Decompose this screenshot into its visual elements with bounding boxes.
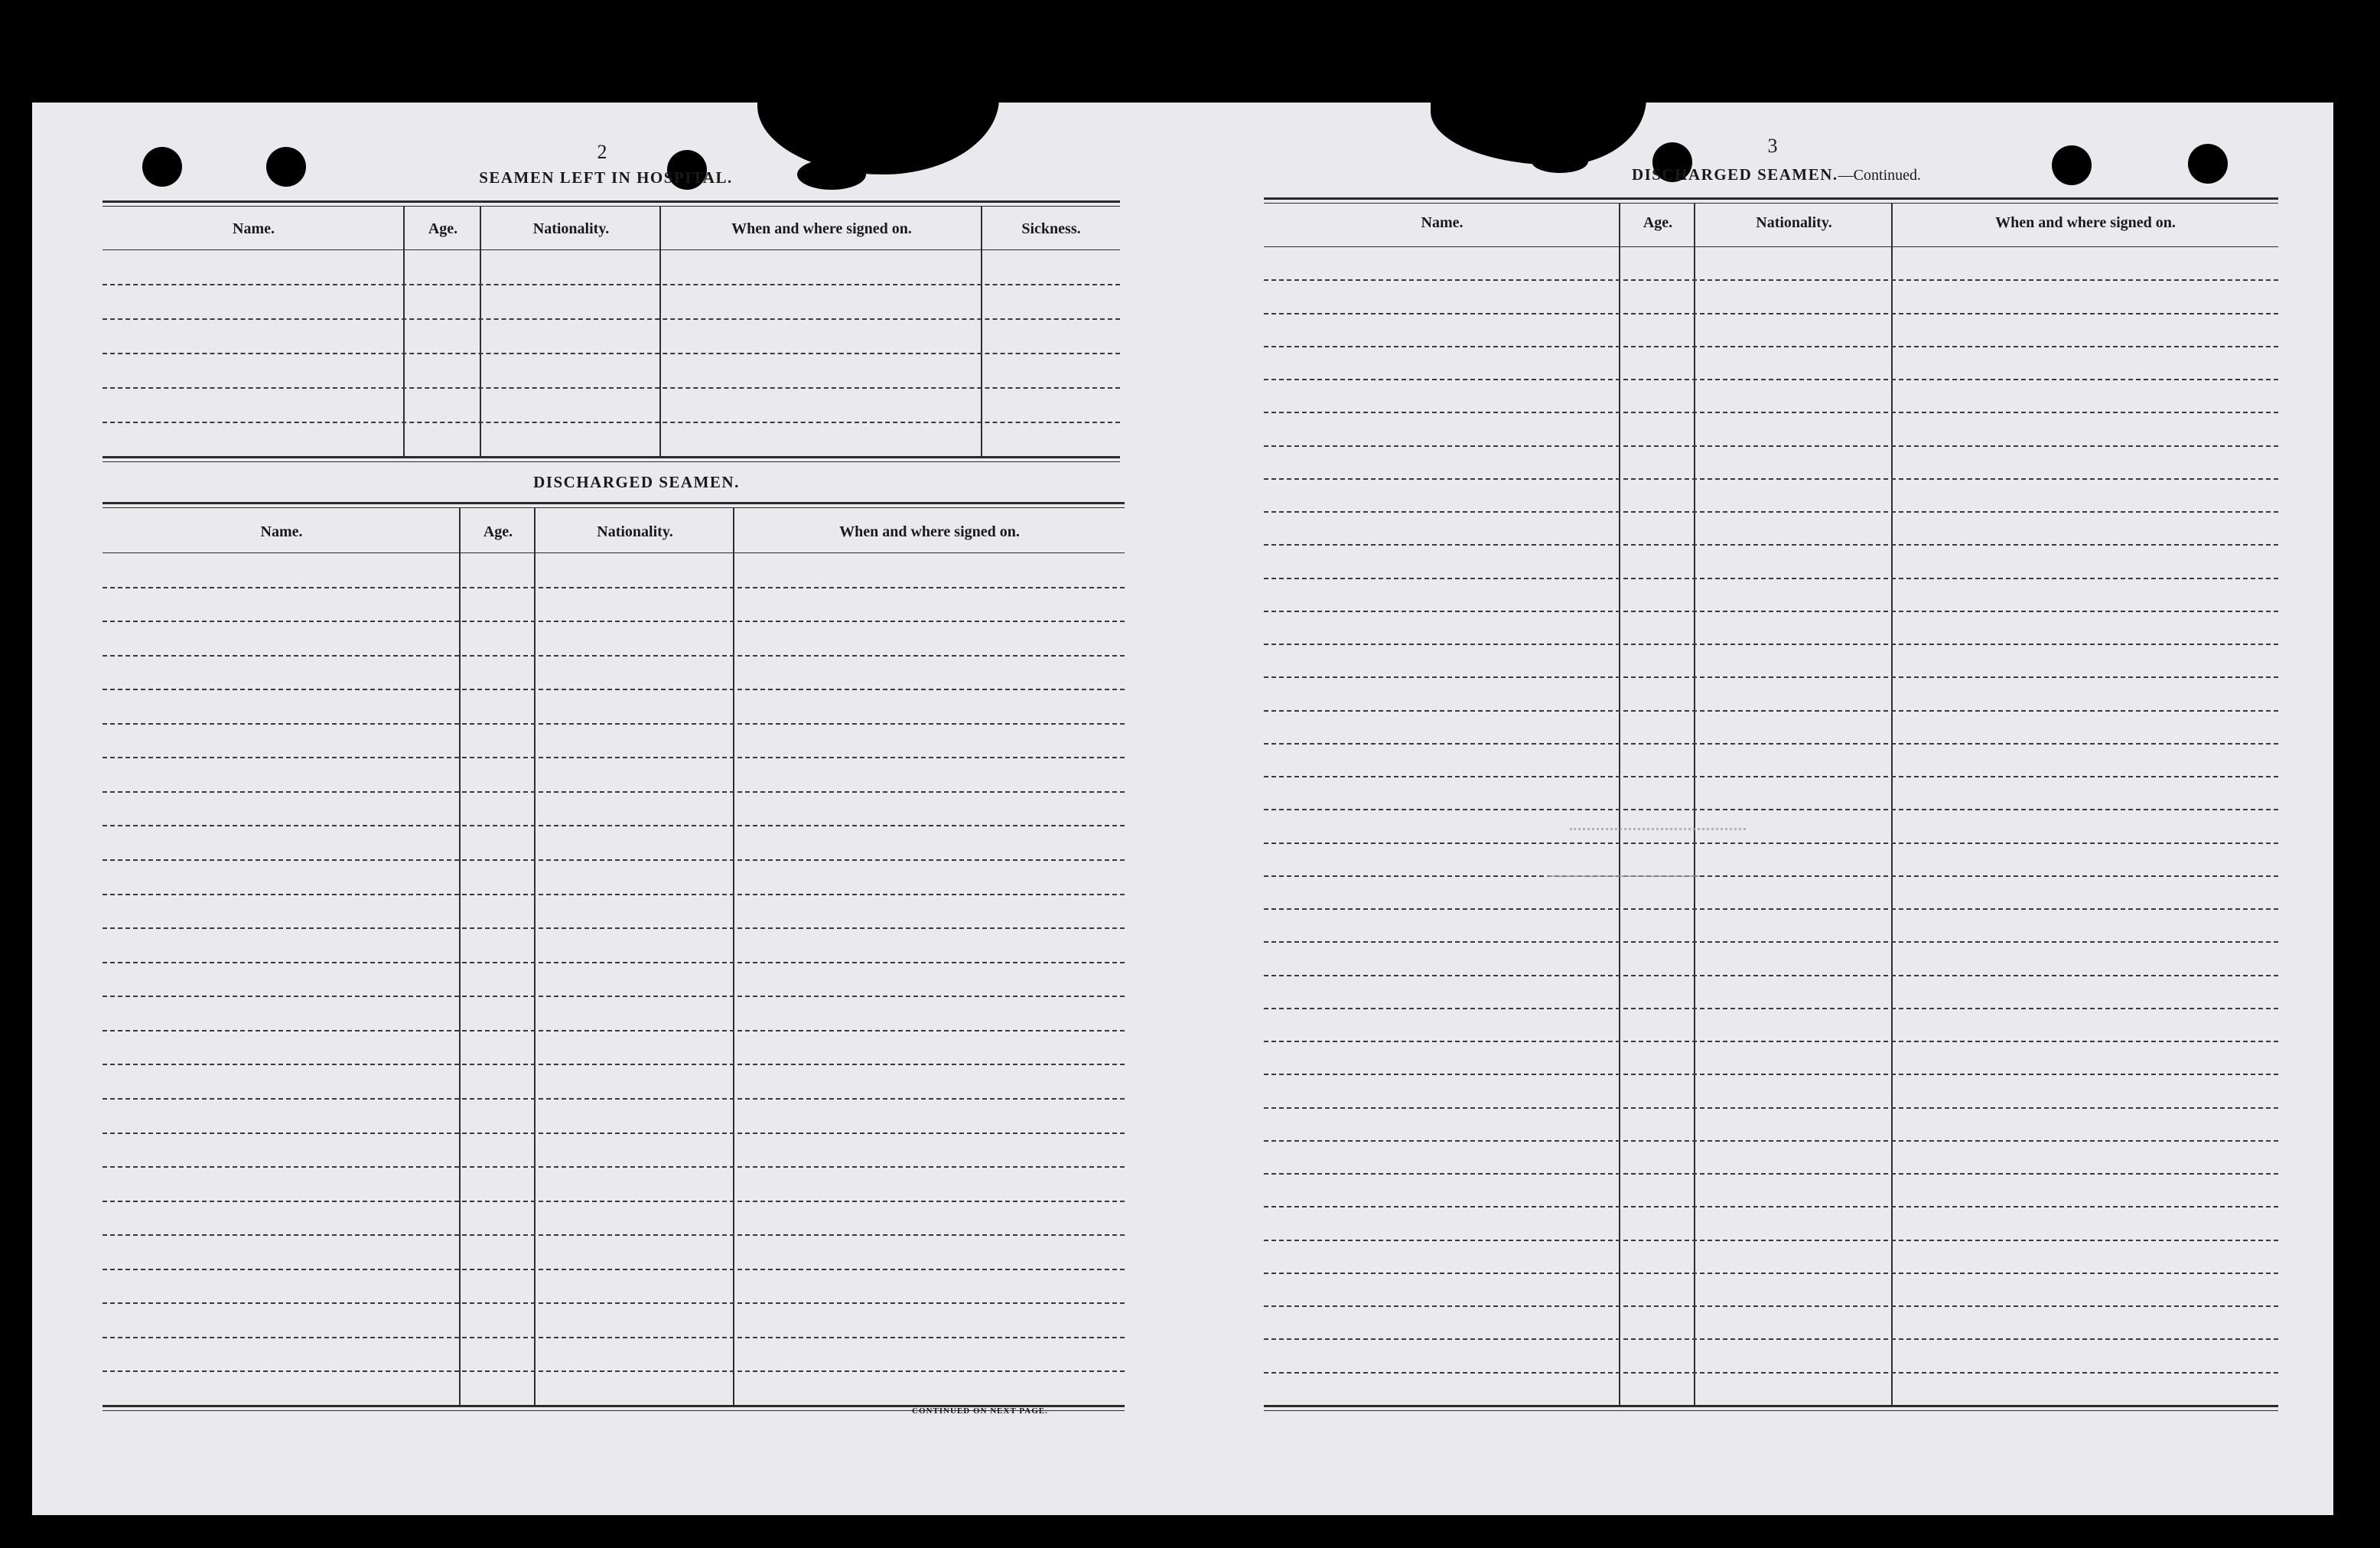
row-line	[103, 894, 1125, 895]
row-line	[103, 1234, 1125, 1236]
discharged-rows	[103, 552, 1125, 1405]
row-line	[1264, 644, 2278, 645]
ledger-paper	[32, 103, 2333, 1515]
faint-stamp-mark	[1570, 828, 1746, 830]
row-line	[103, 318, 1120, 320]
row-line	[103, 1337, 1125, 1338]
discharged-continued-title	[1585, 165, 1968, 184]
row-line	[103, 422, 1120, 423]
discharged-section-title: DISCHARGED SEAMEN.	[533, 473, 740, 491]
row-line	[1264, 1273, 2278, 1274]
row-line	[103, 996, 1125, 997]
title-suffix: —Continued.	[1838, 167, 1922, 184]
row-line	[103, 1166, 1125, 1168]
row-line	[103, 655, 1125, 657]
row-line	[1264, 1206, 2278, 1207]
row-line	[1264, 1107, 2278, 1109]
discharged-continued-rows	[1264, 246, 2278, 1405]
row-line	[1264, 908, 2278, 910]
col-head-signed-on: When and where signed on.	[731, 220, 912, 237]
left-page	[32, 103, 1164, 1515]
row-line	[1264, 743, 2278, 745]
row-line	[103, 621, 1125, 622]
row-line	[1264, 809, 2278, 810]
col-head-age: Age.	[428, 220, 458, 237]
row-line	[1264, 1338, 2278, 1340]
row-line	[103, 927, 1125, 929]
row-line	[1264, 842, 2278, 844]
row-line	[103, 1370, 1125, 1372]
row-line	[103, 1064, 1125, 1065]
row-line	[1264, 346, 2278, 347]
row-line	[103, 1030, 1125, 1031]
row-line	[103, 689, 1125, 690]
row-line	[103, 825, 1125, 826]
row-line	[1264, 1240, 2278, 1241]
table-bottom-rule	[103, 456, 1120, 458]
row-line	[1264, 544, 2278, 546]
table-bottom-rule	[1264, 1405, 2278, 1407]
col-head-nationality: Nationality.	[1756, 214, 1832, 231]
row-line	[1264, 975, 2278, 976]
right-page	[1226, 103, 2333, 1515]
row-line	[1264, 1305, 2278, 1307]
row-line	[1264, 676, 2278, 678]
row-line	[1264, 941, 2278, 943]
row-line	[103, 353, 1120, 354]
row-line	[1264, 1173, 2278, 1175]
row-line	[1264, 379, 2278, 380]
col-head-name: Name.	[233, 220, 275, 237]
row-line	[103, 791, 1125, 793]
row-line	[1264, 776, 2278, 777]
hospital-table	[103, 200, 1120, 461]
col-head-age: Age.	[1643, 214, 1673, 231]
row-line	[1264, 412, 2278, 413]
col-head-signed-on: When and where signed on.	[1995, 214, 2176, 231]
row-line	[103, 962, 1125, 963]
col-head-name: Name.	[1421, 214, 1463, 231]
row-line	[1264, 1008, 2278, 1009]
row-line	[1264, 1372, 2278, 1374]
row-line	[103, 723, 1125, 725]
row-line	[1264, 578, 2278, 579]
row-line	[103, 1132, 1125, 1134]
row-line	[1264, 710, 2278, 712]
row-line	[103, 757, 1125, 758]
table-top-rule	[103, 200, 1120, 203]
row-line	[103, 587, 1125, 588]
title-main: DISCHARGED SEAMEN.	[1631, 165, 1838, 184]
row-line	[1264, 313, 2278, 314]
col-head-nationality: Nationality.	[532, 220, 610, 237]
row-line	[1264, 611, 2278, 612]
table-top-rule	[103, 502, 1125, 504]
row-line	[1264, 511, 2278, 513]
discharged-continued-table	[1264, 197, 2278, 1409]
discharged-table	[103, 502, 1125, 1409]
page-number: 2	[597, 141, 607, 163]
row-line	[1264, 1074, 2278, 1075]
col-head-signed-on: When and where signed on.	[839, 523, 1020, 540]
row-line	[1264, 478, 2278, 480]
faint-stamp-mark	[1547, 875, 1700, 877]
hospital-rows	[103, 249, 1120, 456]
hospital-section-title: SEAMEN LEFT IN HOSPITAL.	[479, 168, 733, 187]
row-line	[1264, 445, 2278, 447]
row-line	[1264, 875, 2278, 877]
continued-note: CONTINUED ON NEXT PAGE.	[912, 1406, 1048, 1416]
col-head-age: Age.	[483, 523, 513, 540]
row-line	[103, 859, 1125, 861]
col-head-sickness: Sickness.	[1021, 220, 1081, 237]
page-number: 3	[1767, 135, 1778, 157]
row-line	[103, 1201, 1125, 1202]
table-top-rule	[1264, 197, 2278, 200]
row-line	[1264, 1041, 2278, 1042]
row-line	[103, 1302, 1125, 1304]
row-line	[1264, 1140, 2278, 1142]
row-line	[103, 1269, 1125, 1270]
col-head-nationality: Nationality.	[597, 523, 673, 540]
row-line	[103, 284, 1120, 285]
row-line	[103, 1098, 1125, 1100]
row-line	[103, 387, 1120, 389]
col-head-name: Name.	[260, 523, 303, 540]
row-line	[1264, 279, 2278, 281]
